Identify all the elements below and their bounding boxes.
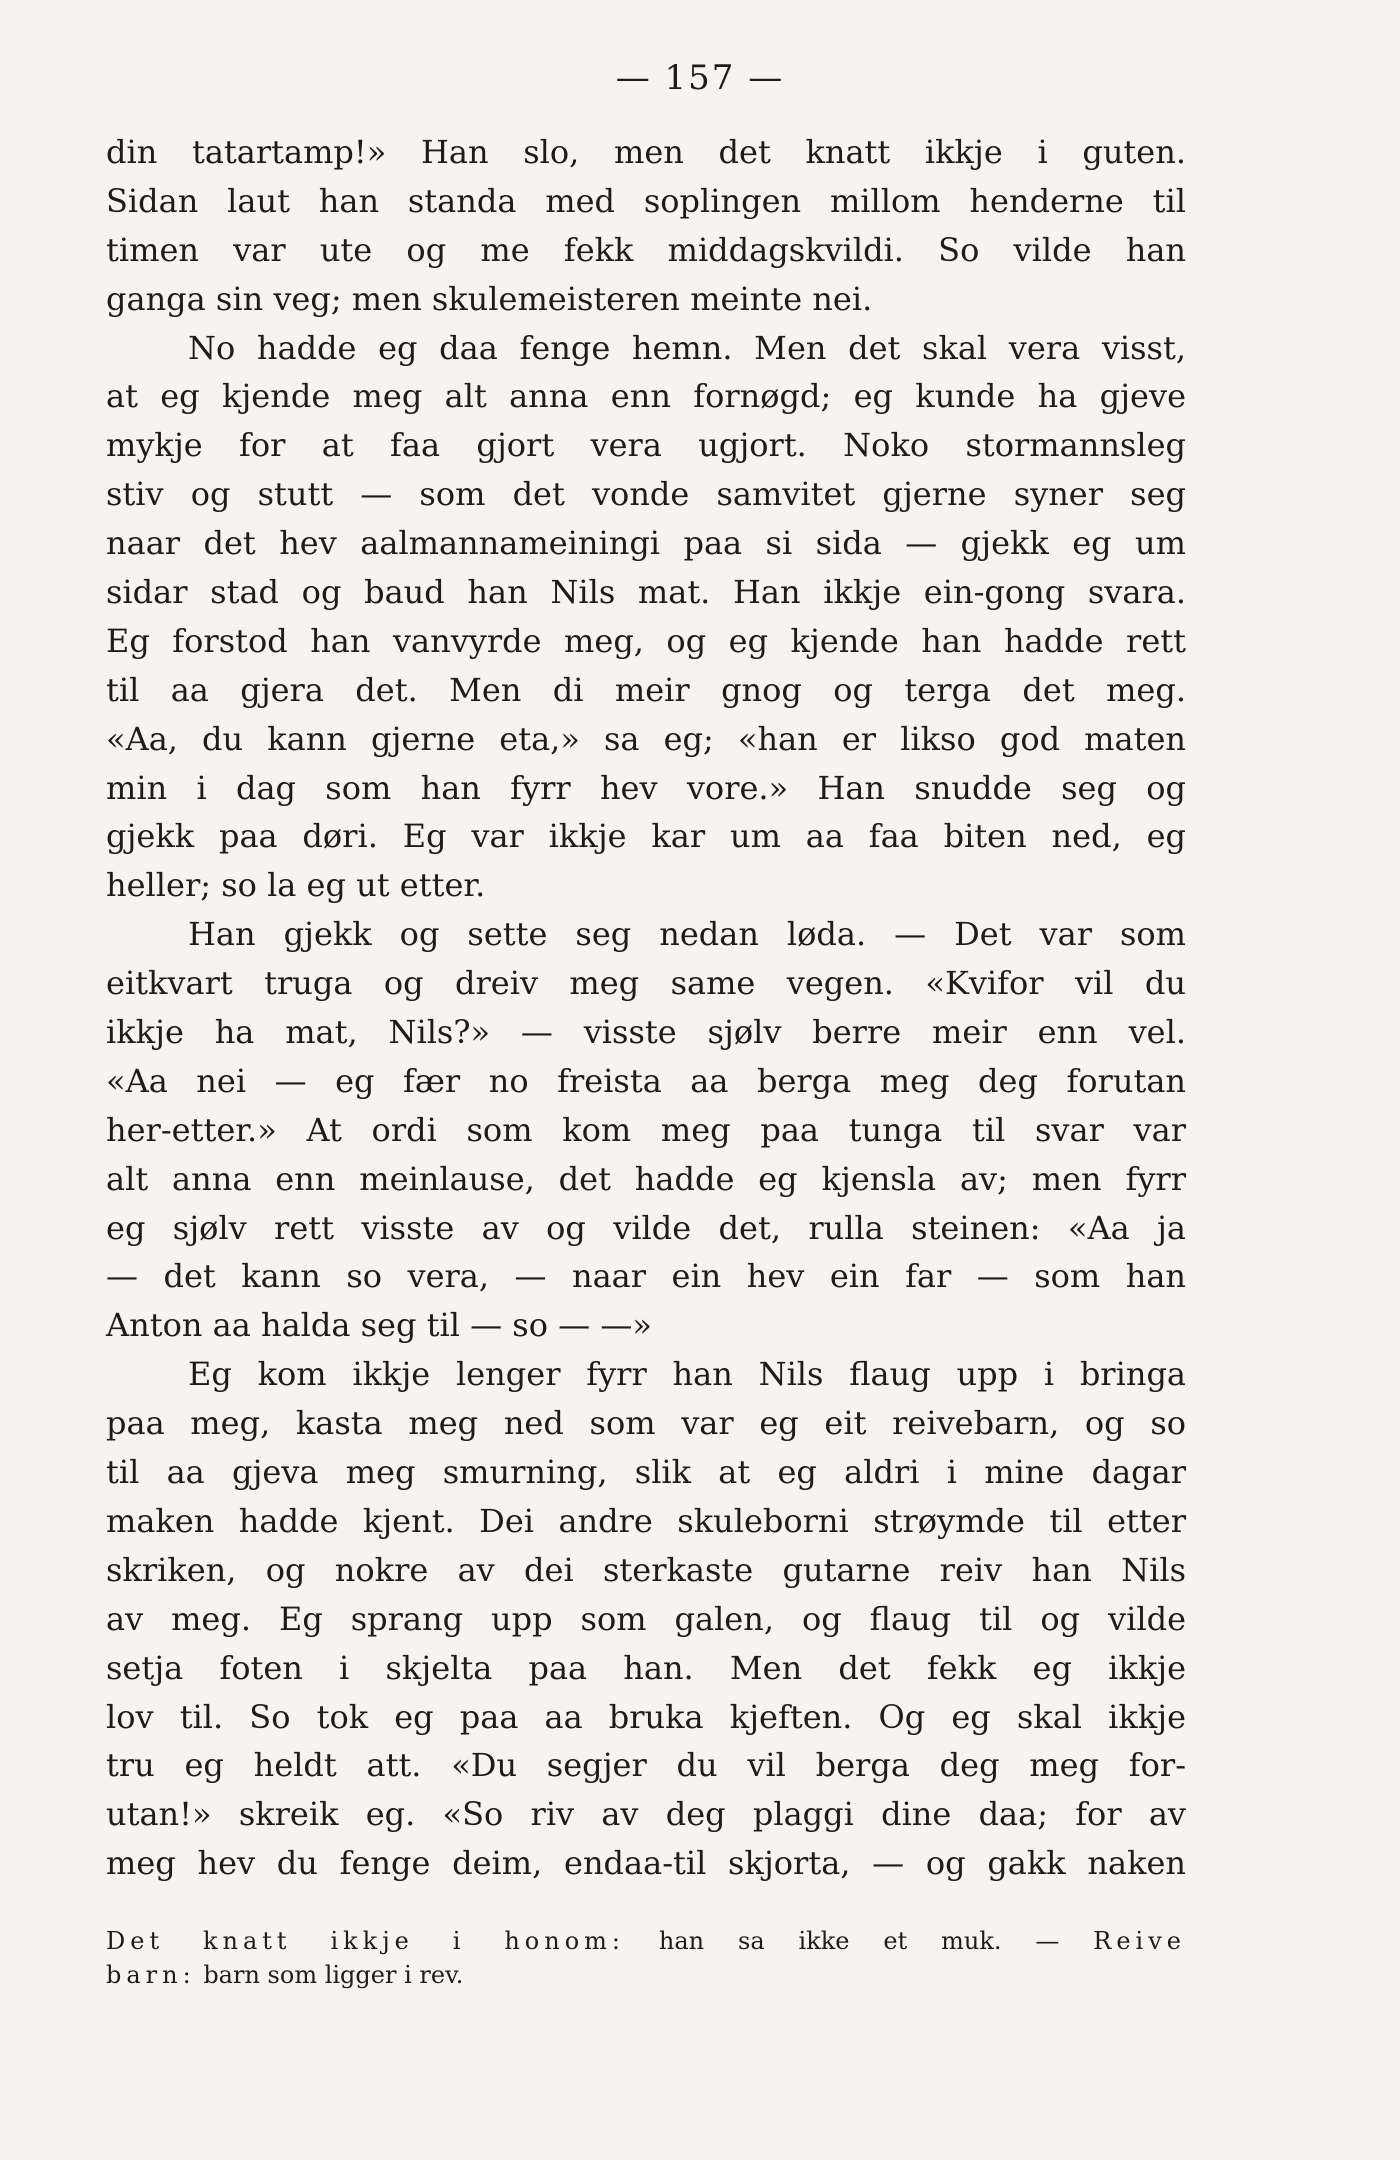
text-line: Han gjekk og sette seg nedan løda. — Det var som <box>188 915 1186 954</box>
text-line: til aa gjeva meg smurning, slik at eg aldri i mine dagar <box>106 1453 1186 1492</box>
footnote-definition: han sa ikke et muk. — <box>625 1927 1094 1955</box>
text-line: tru eg heldt att. «Du segjer du vil berga deg meg for- <box>106 1746 1186 1785</box>
text-line: «Aa nei — eg fær no freista aa berga meg deg forutan <box>106 1061 1186 1100</box>
text-line: ganga sin veg; men skulemeisteren meinte nei. <box>106 279 873 318</box>
text-line: din tatartamp!» Han slo, men det knatt ikkje i guten. <box>106 133 1186 171</box>
text-line: sidar stad og baud han Nils mat. Han ikkje ein-gong svara. <box>106 573 1186 612</box>
text-line: — det kann so vera, — naar ein hev ein far — som han <box>106 1257 1186 1296</box>
text-line: ikkje ha mat, Nils?» — visste sjølv berre meir enn vel. <box>106 1013 1186 1052</box>
text-line: Anton aa halda seg til — so — —» <box>106 1306 652 1345</box>
text-line: at eg kjende meg alt anna enn fornøgd; eg kunde ha gjeve <box>106 377 1186 416</box>
text-line: stiv og stutt — som det vonde samvitet gjerne syner seg <box>106 475 1186 514</box>
text-line: Sidan laut han standa med soplingen millom henderne til <box>106 181 1186 220</box>
body-text <box>106 128 1186 1888</box>
text-line: meg hev du fenge deim, endaa-til skjorta, — og gakk naken <box>106 1844 1186 1883</box>
text-line: eitkvart truga og dreiv meg same vegen. «Kvifor vil du <box>106 964 1186 1003</box>
text-line: til aa gjera det. Men di meir gnog og terga det meg. <box>106 670 1186 709</box>
text-line: av meg. Eg sprang upp som galen, og flaug til og vilde <box>106 1599 1186 1638</box>
footnote-term: Det knatt ikkje i honom: <box>106 1927 625 1955</box>
text-line: naar det hev aalmannameiningi paa si sida — gjekk eg um <box>106 524 1186 563</box>
text-line: Eg forstod han vanvyrde meg, og eg kjende han hadde rett <box>106 621 1186 660</box>
text-line: maken hadde kjent. Dei andre skuleborni strøymde til etter <box>106 1501 1186 1540</box>
text-line: mykje for at faa gjort vera ugjort. Noko stormannsleg <box>106 426 1186 465</box>
text-line: eg sjølv rett visste av og vilde det, rulla steinen: «Aa ja <box>106 1208 1186 1247</box>
footnote-line <box>106 1924 1186 1958</box>
text-line: gjekk paa døri. Eg var ikkje kar um aa faa biten ned, eg <box>106 817 1186 856</box>
text-line: paa meg, kasta meg ned som var eg eit reivebarn, og so <box>106 1404 1186 1443</box>
footnote-term: barn: <box>106 1961 196 1989</box>
text-line: lov til. So tok eg paa aa bruka kjeften. Og eg skal ikkje <box>106 1697 1186 1736</box>
text-line: alt anna enn meinlause, det hadde eg kjensla av; men fyrr <box>106 1159 1186 1198</box>
footnote-term: Reive <box>1093 1927 1186 1955</box>
text-line: setja foten i skjelta paa han. Men det fekk eg ikkje <box>106 1648 1186 1687</box>
footnote-definition: barn som ligger i rev. <box>195 1961 464 1989</box>
footnote-line <box>106 1958 1186 1992</box>
text-line: No hadde eg daa fenge hemn. Men det skal vera visst, <box>188 328 1186 367</box>
page-number: — 157 — <box>615 58 785 98</box>
text-line: heller; so la eg ut etter. <box>106 866 486 905</box>
text-line: her-etter.» At ordi som kom meg paa tunga til svar var <box>106 1110 1186 1149</box>
text-line: utan!» skreik eg. «So riv av deg plaggi dine daa; for av <box>106 1795 1186 1834</box>
text-line: timen var ute og me fekk middagskvildi. So vilde han <box>106 230 1186 269</box>
text-line: min i dag som han fyrr hev vore.» Han snudde seg og <box>106 768 1186 807</box>
text-line: «Aa, du kann gjerne eta,» sa eg; «han er likso god maten <box>106 719 1186 758</box>
text-line: skriken, og nokre av dei sterkaste gutarne reiv han Nils <box>106 1550 1186 1589</box>
footnote <box>106 1924 1186 1992</box>
text-line: Eg kom ikkje lenger fyrr han Nils flaug upp i bringa <box>188 1355 1186 1394</box>
